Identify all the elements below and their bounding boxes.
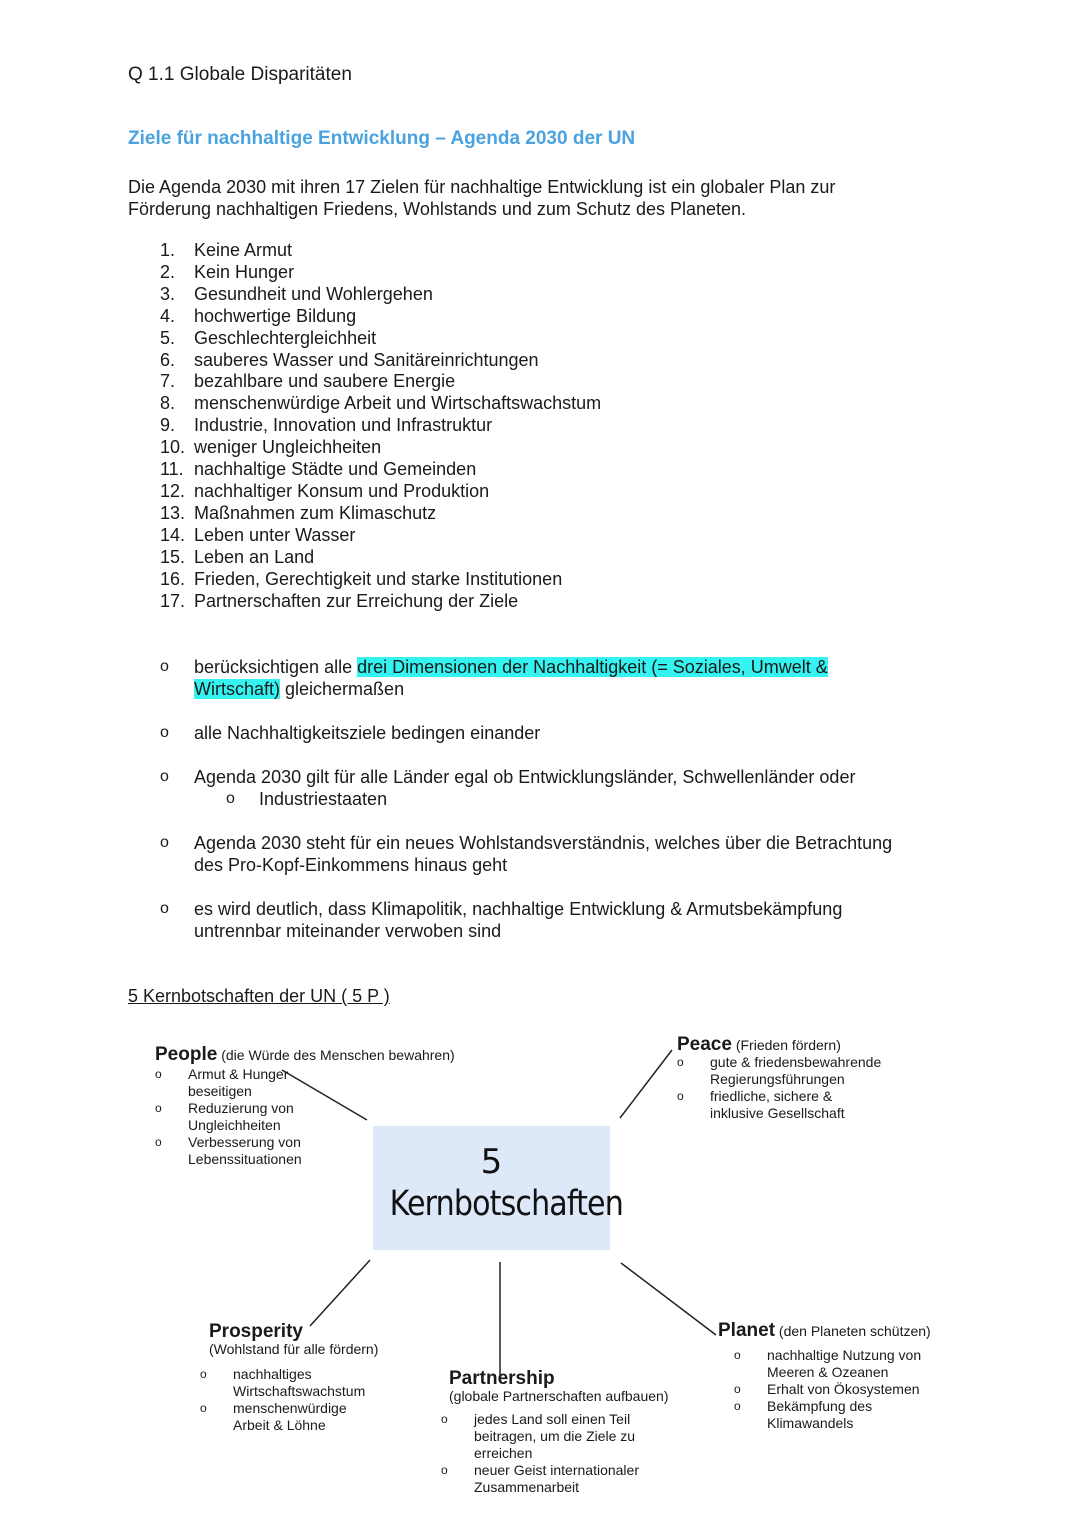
prosperity-connector [310,1260,370,1326]
center-number: 5 [480,1142,503,1182]
bullet-text: untrennbar miteinander verwoben sind [194,921,502,941]
bullet-mark: o [160,834,169,851]
prosperity-item-line: Arbeit & Löhne [233,1417,326,1433]
partnership-item-line: beitragen, um die Ziele zu [474,1428,636,1444]
bullet-mark: o [677,1055,684,1069]
goal-text: Keine Armut [194,240,293,260]
section-subtitle: Ziele für nachhaltige Entwicklung – Agenda 2030 der UN [128,128,636,149]
prosperity-item-line: nachhaltiges [233,1366,312,1382]
goal-number: 12. [160,480,186,501]
planet-item-line: Erhalt von Ökosystemen [767,1381,920,1397]
bullet-mark: o [677,1089,684,1103]
goal-text: Kein Hunger [194,261,295,282]
partnership-item-line: erreichen [474,1445,533,1461]
bullet-mark: o [734,1399,741,1413]
goal-text: Geschlechtergleichheit [194,327,377,348]
highlight-text: Wirtschaft) [194,679,281,699]
people-item [155,1100,455,1134]
intro-line: Förderung nachhaltigen Friedens, Wohlstands und zum Schutz des Planeten. [128,199,747,219]
peace-item-line: friedliche, sichere & [710,1088,833,1104]
people-item [155,1134,455,1168]
center-label: Kernbotschaften [389,1184,623,1224]
goal-number: 11. [160,459,184,480]
goal-text: nachhaltiger Konsum und Produktion [194,480,490,501]
peace-subtitle: (Frieden fördern) [735,1037,841,1053]
people-item-line: Lebenssituationen [188,1151,302,1167]
goal-text: Leben an Land [194,546,315,567]
goal-number: 2. [160,261,176,282]
bullet-mark: o [734,1382,741,1396]
bullet-mark: o [734,1348,741,1362]
bullet-mark: o [155,1067,162,1081]
goal-number: 9. [160,415,176,436]
people-item-line: Armut & Hunger [188,1066,289,1082]
peace-heading: Peace [677,1034,732,1055]
goal-number: 4. [160,305,176,326]
goal-number: 14. [160,524,186,545]
prosperity-block [200,1323,378,1434]
people-item-line: Reduzierung von [188,1100,294,1116]
bullet-mark: o [441,1412,448,1426]
goal-number: 10. [160,437,186,458]
bullet-mark: o [155,1101,162,1115]
goal-text: menschenwürdige Arbeit und Wirtschaftswachstum [194,393,602,414]
planet-item [734,1347,931,1381]
goal-number: 8. [160,393,176,414]
partnership-block [441,1370,668,1496]
prosperity-item-line: menschenwürdige [233,1400,347,1416]
goal-text: bezahlbare und saubere Energie [194,371,456,392]
bullet-mark: o [160,768,169,785]
section-heading-5p: 5 Kernbotschaften der UN ( 5 P ) [128,986,390,1006]
bullet-text: es wird deutlich, dass Klimapolitik, nachhaltige Entwicklung & Armutsbekämpfung [194,899,843,919]
peace-item-line: Regierungsführungen [710,1071,845,1087]
bullet-text: Agenda 2030 steht für ein neues Wohlstandsverständnis, welches über die Betrachtung [194,833,893,853]
bullet-text: Agenda 2030 gilt für alle Länder egal ob Entwicklungsländer, Schwellenländer oder [194,767,856,787]
goal-number: 15. [160,546,186,567]
prosperity-item [200,1366,378,1400]
partnership-item [441,1462,668,1496]
sub-bullet-mark: o [226,790,235,807]
planet-item [734,1381,931,1398]
goal-number: 5. [160,327,176,348]
goal-number: 17. [160,590,186,611]
goal-text: weniger Ungleichheiten [194,437,382,458]
peace-connector [620,1050,672,1118]
people-block [155,1046,455,1168]
people-subtitle: (die Würde des Menschen bewahren) [221,1047,455,1063]
peace-item [677,1054,881,1088]
partnership-subtitle: (globale Partnerschaften aufbauen) [449,1388,669,1404]
partnership-item [441,1411,668,1462]
prosperity-subtitle: (Wohlstand für alle fördern) [209,1341,379,1357]
planet-item-line: Klimawandels [767,1415,854,1431]
goal-text: Gesundheit und Wohlergehen [194,283,433,304]
planet-heading: Planet [718,1320,776,1341]
goal-text: Leben unter Wasser [194,524,356,545]
goal-number: 16. [160,568,186,589]
planet-subtitle: (den Planeten schützen) [778,1323,931,1339]
bullet-text: des Pro-Kopf-Einkommens hinaus geht [194,855,508,875]
goal-text: hochwertige Bildung [194,305,357,326]
highlight-text: drei Dimensionen der Nachhaltigkeit (= Soziales, Umwelt & [357,657,828,677]
partnership-item-line: Zusammenarbeit [474,1479,580,1495]
goal-text: sauberes Wasser und Sanitäreinrichtungen [194,349,539,370]
bullet-text: gleichermaßen [280,679,405,699]
people-item-line: beseitigen [188,1083,252,1099]
people-item-line: Verbesserung von [188,1134,301,1150]
goal-number: 3. [160,283,176,304]
goal-text: nachhaltige Städte und Gemeinden [194,459,477,480]
bullet-mark: o [200,1401,207,1415]
partnership-heading: Partnership [449,1368,555,1389]
prosperity-item [200,1400,378,1434]
goal-number: 13. [160,502,186,523]
planet-item-line: Meeren & Ozeanen [767,1364,889,1380]
planet-item-line: Bekämpfung des [767,1398,873,1414]
bullet-text: berücksichtigen alle [194,657,358,677]
planet-item [734,1398,931,1432]
bullet-mark: o [160,900,169,917]
goal-number: 7. [160,371,176,392]
sub-bullet-text: Industriestaaten [259,789,388,809]
bullet-mark: o [155,1135,162,1149]
bullet-mark: o [200,1367,207,1381]
peace-item [677,1088,881,1122]
peace-item-line: gute & friedensbewahrende [710,1054,882,1070]
goal-number: 6. [160,349,176,370]
prosperity-heading: Prosperity [209,1321,303,1342]
bullet-mark: o [160,724,169,741]
partnership-item-line: jedes Land soll einen Teil [474,1411,631,1427]
goal-text: Maßnahmen zum Klimaschutz [194,502,437,523]
people-item-line: Ungleichheiten [188,1117,281,1133]
bullet-text: alle Nachhaltigkeitsziele bedingen einander [194,723,541,743]
bullet-mark: o [441,1463,448,1477]
goal-text: Frieden, Gerechtigkeit und starke Institutionen [194,568,563,589]
peace-block [677,1036,881,1122]
planet-item-line: nachhaltige Nutzung von [767,1347,922,1363]
goal-number: 1. [160,240,176,260]
planet-connector [621,1263,716,1335]
goal-text: Partnerschaften zur Erreichung der Ziele [194,590,519,611]
peace-item-line: inklusive Gesellschaft [710,1105,845,1121]
partnership-item-line: neuer Geist internationaler [474,1462,639,1478]
planet-block [718,1322,931,1432]
intro-line: Die Agenda 2030 mit ihren 17 Zielen für nachhaltige Entwicklung ist ein globaler Plan zur [128,177,836,197]
people-heading: People [155,1044,218,1065]
prosperity-item-line: Wirtschaftswachstum [233,1383,366,1399]
bullet-mark: o [160,658,169,675]
people-item [155,1066,455,1100]
goal-text: Industrie, Innovation und Infrastruktur [194,415,493,436]
page-title: Q 1.1 Globale Disparitäten [128,64,352,85]
